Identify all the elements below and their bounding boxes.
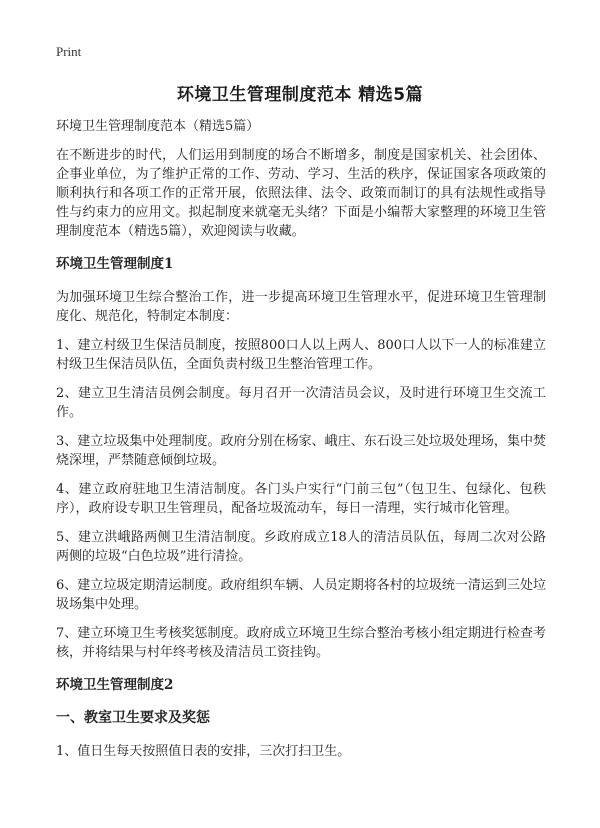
section1-item: 3、建立垃圾集中处理制度。政府分别在杨家、峨庄、东石设三处垃圾处理场，集中焚烧深埋，严禁随意倾倒垃圾。: [56, 434, 546, 468]
section1-item: 6、建立垃圾定期清运制度。政府组织车辆、人员定期将各村的垃圾统一清运到三处垃圾场集中处理。: [56, 578, 546, 612]
section1-item: 1、建立村级卫生保洁员制度，按照800口人以上两人、800口人以下一人的标准建立村级卫生保洁员队伍，全面负责村级卫生整治管理工作。: [56, 338, 546, 372]
section1-item: 7、建立环境卫生考核奖惩制度。政府成立环境卫生综合整治考核小组定期进行检查考核，并将结果与村年终考核及清洁员工资挂钩。: [56, 626, 546, 660]
section1-item: 2、建立卫生清洁员例会制度。每月召开一次清洁员会议，及时进行环境卫生交流工作。: [56, 386, 546, 420]
document-body: [56, 118, 546, 771]
section2-item: 1、值日生每天按照值日表的安排，三次打扫卫生。: [56, 744, 351, 759]
document-subtitle: 环境卫生管理制度范本（精选5篇）: [56, 119, 260, 134]
section1-item: 4、建立政府驻地卫生清洁制度。各门头户实行“门前三包”（包卫生、包绿化、包秩序），政府设专职卫生管理员，配备垃圾流动车，每日一清理，实行城市化管理。: [56, 482, 546, 516]
page-title: 环境卫生管理制度范本 精选5篇: [176, 85, 424, 105]
print-label[interactable]: Print: [56, 44, 82, 59]
section1-lead: 为加强环境卫生综合整治工作，进一步提高环境卫生管理水平，促进环境卫生管理制度化、规范化，特制定本制度：: [56, 290, 546, 324]
section-heading-2: 环境卫生管理制度2: [56, 677, 174, 693]
section1-item: 5、建立洪峨路两侧卫生清洁制度。乡政府成立18人的清洁员队伍，每周二次对公路两侧的垃圾“白色垃圾”进行清捡。: [56, 530, 546, 564]
intro-paragraph: 在不断进步的时代，人们运用到制度的场合不断增多，制度是国家机关、社会团体、企事业单位，为了维护正常的工作、劳动、学习、生活的秩序，保证国家各项政策的顺利执行和各项工作的正常开展，依照法律、法令、政策而制订的具有法规性或指导性与约束力的应用文。拟起制度来就毫无头绪？下面是小编帮大家整理的环境卫生管理制度范本（精选5篇），欢迎阅读与收藏。: [56, 148, 546, 239]
section2-subheading: 一、教室卫生要求及奖惩: [56, 710, 210, 726]
section-heading-1: 环境卫生管理制度1: [56, 256, 174, 272]
